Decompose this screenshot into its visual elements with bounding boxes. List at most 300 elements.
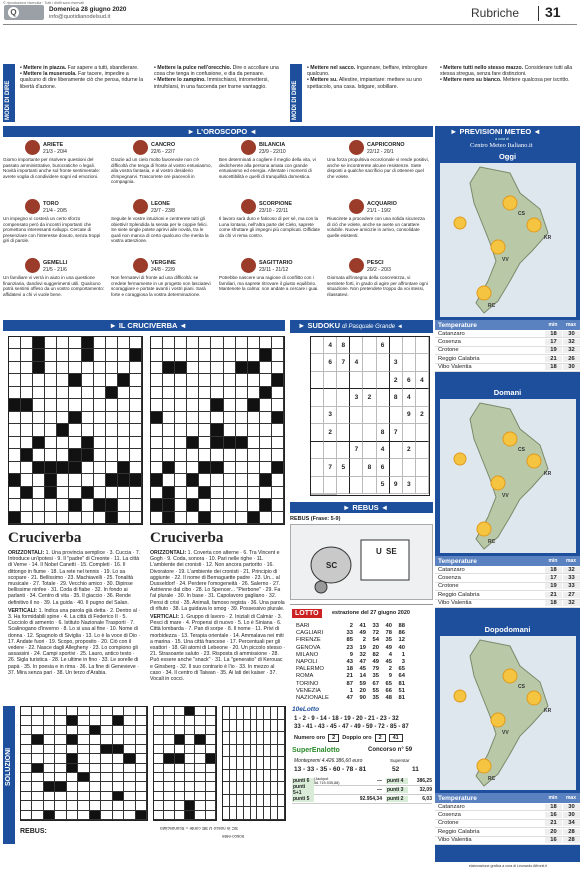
- grid-cell[interactable]: [113, 754, 124, 763]
- grid-cell[interactable]: [278, 770, 285, 783]
- grid-cell[interactable]: [90, 792, 101, 801]
- grid-cell[interactable]: [45, 462, 57, 474]
- grid-cell[interactable]: [199, 437, 211, 449]
- grid-cell[interactable]: [69, 487, 81, 499]
- grid-cell[interactable]: [130, 412, 142, 424]
- grid-cell[interactable]: [272, 387, 284, 399]
- grid-cell[interactable]: [55, 745, 66, 754]
- sudoku-cell[interactable]: 7: [337, 354, 350, 371]
- grid-cell[interactable]: [248, 412, 260, 424]
- grid-cell[interactable]: [230, 757, 237, 770]
- grid-cell[interactable]: [154, 707, 164, 716]
- grid-cell[interactable]: [264, 745, 271, 758]
- grid-cell[interactable]: [78, 726, 89, 735]
- grid-cell[interactable]: [199, 387, 211, 399]
- sudoku-cell[interactable]: 7: [324, 459, 337, 476]
- grid-cell[interactable]: [21, 474, 33, 486]
- grid-cell[interactable]: [278, 745, 285, 758]
- grid-cell[interactable]: [244, 720, 251, 733]
- sudoku-cell[interactable]: 5: [377, 477, 390, 494]
- grid-cell[interactable]: [21, 424, 33, 436]
- grid-cell[interactable]: [33, 399, 45, 411]
- grid-cell[interactable]: [163, 449, 175, 461]
- grid-cell[interactable]: [175, 811, 185, 820]
- grid-cell[interactable]: [271, 745, 278, 758]
- sudoku-cell[interactable]: [416, 337, 429, 354]
- grid-cell[interactable]: [260, 437, 272, 449]
- grid-cell[interactable]: [67, 707, 78, 716]
- grid-cell[interactable]: [124, 745, 135, 754]
- grid-cell[interactable]: [69, 337, 81, 349]
- grid-cell[interactable]: [82, 512, 94, 524]
- grid-cell[interactable]: [164, 782, 174, 791]
- grid-cell[interactable]: [272, 474, 284, 486]
- grid-cell[interactable]: [57, 349, 69, 361]
- grid-cell[interactable]: [272, 487, 284, 499]
- grid-cell[interactable]: [82, 499, 94, 511]
- grid-cell[interactable]: [223, 707, 230, 720]
- grid-cell[interactable]: [230, 807, 237, 820]
- grid-cell[interactable]: [260, 337, 272, 349]
- grid-cell[interactable]: [248, 399, 260, 411]
- grid-cell[interactable]: [206, 745, 216, 754]
- grid-cell[interactable]: [264, 782, 271, 795]
- grid-cell[interactable]: [57, 424, 69, 436]
- grid-cell[interactable]: [94, 349, 106, 361]
- grid-cell[interactable]: [82, 474, 94, 486]
- grid-cell[interactable]: [175, 387, 187, 399]
- grid-cell[interactable]: [32, 716, 43, 725]
- sudoku-cell[interactable]: 5: [337, 459, 350, 476]
- grid-cell[interactable]: [163, 424, 175, 436]
- grid-cell[interactable]: [69, 437, 81, 449]
- grid-cell[interactable]: [236, 462, 248, 474]
- grid-cell[interactable]: [224, 474, 236, 486]
- grid-cell[interactable]: [175, 349, 187, 361]
- grid-cell[interactable]: [185, 792, 195, 801]
- grid-cell[interactable]: [82, 487, 94, 499]
- grid-cell[interactable]: [90, 707, 101, 716]
- grid-cell[interactable]: [21, 707, 32, 716]
- sudoku-cell[interactable]: [350, 459, 363, 476]
- sudoku-cell[interactable]: [416, 477, 429, 494]
- grid-cell[interactable]: [185, 773, 195, 782]
- sudoku-cell[interactable]: [350, 477, 363, 494]
- grid-cell[interactable]: [264, 732, 271, 745]
- grid-cell[interactable]: [236, 499, 248, 511]
- grid-cell[interactable]: [118, 499, 130, 511]
- grid-cell[interactable]: [106, 337, 118, 349]
- grid-cell[interactable]: [57, 412, 69, 424]
- grid-cell[interactable]: [57, 462, 69, 474]
- grid-cell[interactable]: [164, 716, 174, 725]
- grid-cell[interactable]: [118, 362, 130, 374]
- grid-cell[interactable]: [151, 499, 163, 511]
- grid-cell[interactable]: [21, 487, 33, 499]
- grid-cell[interactable]: [67, 801, 78, 810]
- grid-cell[interactable]: [199, 374, 211, 386]
- grid-cell[interactable]: [248, 449, 260, 461]
- grid-cell[interactable]: [136, 735, 147, 744]
- grid-cell[interactable]: [199, 474, 211, 486]
- grid-cell[interactable]: [185, 716, 195, 725]
- sudoku-cell[interactable]: [311, 407, 324, 424]
- grid-cell[interactable]: [130, 424, 142, 436]
- grid-cell[interactable]: [223, 745, 230, 758]
- grid-cell[interactable]: [124, 811, 135, 820]
- crossword-grid-2[interactable]: [150, 336, 285, 525]
- grid-cell[interactable]: [251, 720, 258, 733]
- grid-cell[interactable]: [32, 801, 43, 810]
- grid-cell[interactable]: [151, 437, 163, 449]
- grid-cell[interactable]: [163, 374, 175, 386]
- grid-cell[interactable]: [113, 811, 124, 820]
- grid-cell[interactable]: [163, 349, 175, 361]
- grid-cell[interactable]: [55, 811, 66, 820]
- grid-cell[interactable]: [55, 764, 66, 773]
- grid-cell[interactable]: [206, 764, 216, 773]
- grid-cell[interactable]: [272, 462, 284, 474]
- grid-cell[interactable]: [9, 424, 21, 436]
- grid-cell[interactable]: [175, 437, 187, 449]
- grid-cell[interactable]: [211, 412, 223, 424]
- sudoku-cell[interactable]: [363, 354, 376, 371]
- grid-cell[interactable]: [90, 735, 101, 744]
- grid-cell[interactable]: [118, 374, 130, 386]
- grid-cell[interactable]: [195, 773, 205, 782]
- grid-cell[interactable]: [151, 512, 163, 524]
- grid-cell[interactable]: [199, 412, 211, 424]
- grid-cell[interactable]: [78, 773, 89, 782]
- grid-cell[interactable]: [236, 337, 248, 349]
- grid-cell[interactable]: [33, 374, 45, 386]
- grid-cell[interactable]: [236, 362, 248, 374]
- grid-cell[interactable]: [278, 782, 285, 795]
- grid-cell[interactable]: [236, 374, 248, 386]
- grid-cell[interactable]: [33, 349, 45, 361]
- grid-cell[interactable]: [113, 726, 124, 735]
- grid-cell[interactable]: [78, 764, 89, 773]
- sudoku-cell[interactable]: 9: [390, 477, 403, 494]
- grid-cell[interactable]: [224, 374, 236, 386]
- grid-cell[interactable]: [151, 412, 163, 424]
- sudoku-cell[interactable]: [311, 337, 324, 354]
- grid-cell[interactable]: [136, 707, 147, 716]
- grid-cell[interactable]: [57, 362, 69, 374]
- grid-cell[interactable]: [55, 707, 66, 716]
- grid-cell[interactable]: [185, 811, 195, 820]
- grid-cell[interactable]: [90, 754, 101, 763]
- grid-cell[interactable]: [9, 349, 21, 361]
- grid-cell[interactable]: [106, 387, 118, 399]
- sudoku-cell[interactable]: 4: [377, 442, 390, 459]
- grid-cell[interactable]: [130, 437, 142, 449]
- grid-cell[interactable]: [164, 773, 174, 782]
- grid-cell[interactable]: [244, 795, 251, 808]
- grid-cell[interactable]: [130, 487, 142, 499]
- grid-cell[interactable]: [224, 512, 236, 524]
- grid-cell[interactable]: [187, 337, 199, 349]
- grid-cell[interactable]: [260, 499, 272, 511]
- grid-cell[interactable]: [44, 811, 55, 820]
- grid-cell[interactable]: [195, 735, 205, 744]
- grid-cell[interactable]: [69, 474, 81, 486]
- grid-cell[interactable]: [164, 735, 174, 744]
- grid-cell[interactable]: [9, 374, 21, 386]
- grid-cell[interactable]: [33, 499, 45, 511]
- grid-cell[interactable]: [199, 349, 211, 361]
- grid-cell[interactable]: [67, 716, 78, 725]
- grid-cell[interactable]: [33, 512, 45, 524]
- grid-cell[interactable]: [55, 726, 66, 735]
- grid-cell[interactable]: [187, 487, 199, 499]
- grid-cell[interactable]: [278, 807, 285, 820]
- grid-cell[interactable]: [224, 349, 236, 361]
- grid-cell[interactable]: [82, 437, 94, 449]
- grid-cell[interactable]: [175, 801, 185, 810]
- grid-cell[interactable]: [199, 449, 211, 461]
- grid-cell[interactable]: [175, 337, 187, 349]
- grid-cell[interactable]: [118, 512, 130, 524]
- grid-cell[interactable]: [67, 792, 78, 801]
- grid-cell[interactable]: [21, 349, 33, 361]
- grid-cell[interactable]: [9, 462, 21, 474]
- grid-cell[interactable]: [101, 773, 112, 782]
- grid-cell[interactable]: [33, 337, 45, 349]
- grid-cell[interactable]: [21, 726, 32, 735]
- grid-cell[interactable]: [236, 399, 248, 411]
- grid-cell[interactable]: [124, 801, 135, 810]
- grid-cell[interactable]: [9, 412, 21, 424]
- grid-cell[interactable]: [55, 716, 66, 725]
- grid-cell[interactable]: [45, 349, 57, 361]
- grid-cell[interactable]: [195, 707, 205, 716]
- grid-cell[interactable]: [67, 811, 78, 820]
- grid-cell[interactable]: [211, 487, 223, 499]
- grid-cell[interactable]: [151, 487, 163, 499]
- sudoku-cell[interactable]: 4: [324, 337, 337, 354]
- grid-cell[interactable]: [67, 735, 78, 744]
- grid-cell[interactable]: [90, 811, 101, 820]
- grid-cell[interactable]: [82, 387, 94, 399]
- grid-cell[interactable]: [257, 795, 264, 808]
- grid-cell[interactable]: [69, 399, 81, 411]
- grid-cell[interactable]: [236, 437, 248, 449]
- grid-cell[interactable]: [69, 387, 81, 399]
- grid-cell[interactable]: [32, 764, 43, 773]
- grid-cell[interactable]: [260, 374, 272, 386]
- grid-cell[interactable]: [82, 424, 94, 436]
- grid-cell[interactable]: [151, 462, 163, 474]
- grid-cell[interactable]: [21, 449, 33, 461]
- grid-cell[interactable]: [113, 782, 124, 791]
- grid-cell[interactable]: [130, 462, 142, 474]
- grid-cell[interactable]: [82, 462, 94, 474]
- grid-cell[interactable]: [44, 707, 55, 716]
- sudoku-cell[interactable]: 4: [403, 389, 416, 406]
- grid-cell[interactable]: [195, 782, 205, 791]
- sudoku-grid[interactable]: [310, 336, 430, 496]
- grid-cell[interactable]: [154, 745, 164, 754]
- grid-cell[interactable]: [163, 462, 175, 474]
- grid-cell[interactable]: [44, 726, 55, 735]
- grid-cell[interactable]: [67, 754, 78, 763]
- grid-cell[interactable]: [136, 745, 147, 754]
- grid-cell[interactable]: [118, 474, 130, 486]
- sudoku-cell[interactable]: [390, 442, 403, 459]
- grid-cell[interactable]: [94, 487, 106, 499]
- grid-cell[interactable]: [21, 745, 32, 754]
- grid-cell[interactable]: [151, 424, 163, 436]
- grid-cell[interactable]: [175, 782, 185, 791]
- grid-cell[interactable]: [230, 770, 237, 783]
- sudoku-cell[interactable]: [324, 494, 337, 495]
- grid-cell[interactable]: [248, 337, 260, 349]
- grid-cell[interactable]: [69, 449, 81, 461]
- grid-cell[interactable]: [236, 487, 248, 499]
- grid-cell[interactable]: [21, 764, 32, 773]
- grid-cell[interactable]: [211, 374, 223, 386]
- grid-cell[interactable]: [224, 399, 236, 411]
- grid-cell[interactable]: [21, 362, 33, 374]
- grid-cell[interactable]: [211, 499, 223, 511]
- grid-cell[interactable]: [248, 474, 260, 486]
- grid-cell[interactable]: [211, 424, 223, 436]
- grid-cell[interactable]: [164, 801, 174, 810]
- grid-cell[interactable]: [32, 707, 43, 716]
- grid-cell[interactable]: [251, 795, 258, 808]
- grid-cell[interactable]: [130, 512, 142, 524]
- grid-cell[interactable]: [57, 499, 69, 511]
- grid-cell[interactable]: [78, 745, 89, 754]
- grid-cell[interactable]: [78, 801, 89, 810]
- grid-cell[interactable]: [206, 773, 216, 782]
- grid-cell[interactable]: [78, 792, 89, 801]
- grid-cell[interactable]: [69, 499, 81, 511]
- grid-cell[interactable]: [195, 716, 205, 725]
- grid-cell[interactable]: [175, 512, 187, 524]
- grid-cell[interactable]: [175, 449, 187, 461]
- grid-cell[interactable]: [130, 387, 142, 399]
- grid-cell[interactable]: [101, 782, 112, 791]
- grid-cell[interactable]: [211, 437, 223, 449]
- grid-cell[interactable]: [33, 487, 45, 499]
- grid-cell[interactable]: [9, 387, 21, 399]
- grid-cell[interactable]: [151, 474, 163, 486]
- grid-cell[interactable]: [151, 374, 163, 386]
- grid-cell[interactable]: [57, 374, 69, 386]
- sudoku-cell[interactable]: [363, 442, 376, 459]
- sudoku-cell[interactable]: [377, 407, 390, 424]
- grid-cell[interactable]: [195, 726, 205, 735]
- grid-cell[interactable]: [94, 512, 106, 524]
- grid-cell[interactable]: [130, 337, 142, 349]
- grid-cell[interactable]: [195, 745, 205, 754]
- grid-cell[interactable]: [230, 720, 237, 733]
- grid-cell[interactable]: [264, 795, 271, 808]
- grid-cell[interactable]: [32, 754, 43, 763]
- grid-cell[interactable]: [224, 487, 236, 499]
- grid-cell[interactable]: [118, 337, 130, 349]
- grid-cell[interactable]: [224, 387, 236, 399]
- grid-cell[interactable]: [67, 782, 78, 791]
- grid-cell[interactable]: [33, 424, 45, 436]
- grid-cell[interactable]: [44, 716, 55, 725]
- grid-cell[interactable]: [21, 437, 33, 449]
- grid-cell[interactable]: [187, 399, 199, 411]
- grid-cell[interactable]: [106, 349, 118, 361]
- grid-cell[interactable]: [163, 337, 175, 349]
- grid-cell[interactable]: [9, 337, 21, 349]
- grid-cell[interactable]: [237, 720, 244, 733]
- grid-cell[interactable]: [9, 512, 21, 524]
- sudoku-cell[interactable]: [377, 372, 390, 389]
- grid-cell[interactable]: [21, 801, 32, 810]
- grid-cell[interactable]: [185, 782, 195, 791]
- grid-cell[interactable]: [224, 449, 236, 461]
- grid-cell[interactable]: [151, 387, 163, 399]
- grid-cell[interactable]: [175, 362, 187, 374]
- grid-cell[interactable]: [106, 449, 118, 461]
- sudoku-cell[interactable]: 9: [403, 407, 416, 424]
- grid-cell[interactable]: [45, 387, 57, 399]
- grid-cell[interactable]: [237, 782, 244, 795]
- sudoku-cell[interactable]: [311, 389, 324, 406]
- sudoku-cell[interactable]: [416, 424, 429, 441]
- grid-cell[interactable]: [271, 757, 278, 770]
- grid-cell[interactable]: [195, 801, 205, 810]
- sudoku-cell[interactable]: 4: [416, 372, 429, 389]
- grid-cell[interactable]: [257, 782, 264, 795]
- sudoku-cell[interactable]: 3: [350, 389, 363, 406]
- grid-cell[interactable]: [187, 462, 199, 474]
- grid-cell[interactable]: [45, 362, 57, 374]
- grid-cell[interactable]: [113, 745, 124, 754]
- grid-cell[interactable]: [260, 449, 272, 461]
- grid-cell[interactable]: [260, 462, 272, 474]
- sudoku-cell[interactable]: [363, 424, 376, 441]
- grid-cell[interactable]: [260, 487, 272, 499]
- grid-cell[interactable]: [57, 449, 69, 461]
- grid-cell[interactable]: [113, 773, 124, 782]
- grid-cell[interactable]: [136, 773, 147, 782]
- sudoku-cell[interactable]: 3: [403, 477, 416, 494]
- grid-cell[interactable]: [106, 512, 118, 524]
- grid-cell[interactable]: [94, 412, 106, 424]
- grid-cell[interactable]: [264, 720, 271, 733]
- grid-cell[interactable]: [130, 499, 142, 511]
- grid-cell[interactable]: [187, 449, 199, 461]
- grid-cell[interactable]: [257, 745, 264, 758]
- grid-cell[interactable]: [21, 387, 33, 399]
- grid-cell[interactable]: [164, 811, 174, 820]
- grid-cell[interactable]: [244, 807, 251, 820]
- grid-cell[interactable]: [244, 707, 251, 720]
- grid-cell[interactable]: [271, 707, 278, 720]
- grid-cell[interactable]: [264, 807, 271, 820]
- grid-cell[interactable]: [21, 512, 33, 524]
- grid-cell[interactable]: [224, 437, 236, 449]
- grid-cell[interactable]: [33, 387, 45, 399]
- grid-cell[interactable]: [113, 801, 124, 810]
- sudoku-cell[interactable]: [311, 354, 324, 371]
- grid-cell[interactable]: [278, 720, 285, 733]
- sudoku-cell[interactable]: [403, 459, 416, 476]
- grid-cell[interactable]: [124, 707, 135, 716]
- sudoku-cell[interactable]: [377, 389, 390, 406]
- grid-cell[interactable]: [199, 424, 211, 436]
- grid-cell[interactable]: [175, 764, 185, 773]
